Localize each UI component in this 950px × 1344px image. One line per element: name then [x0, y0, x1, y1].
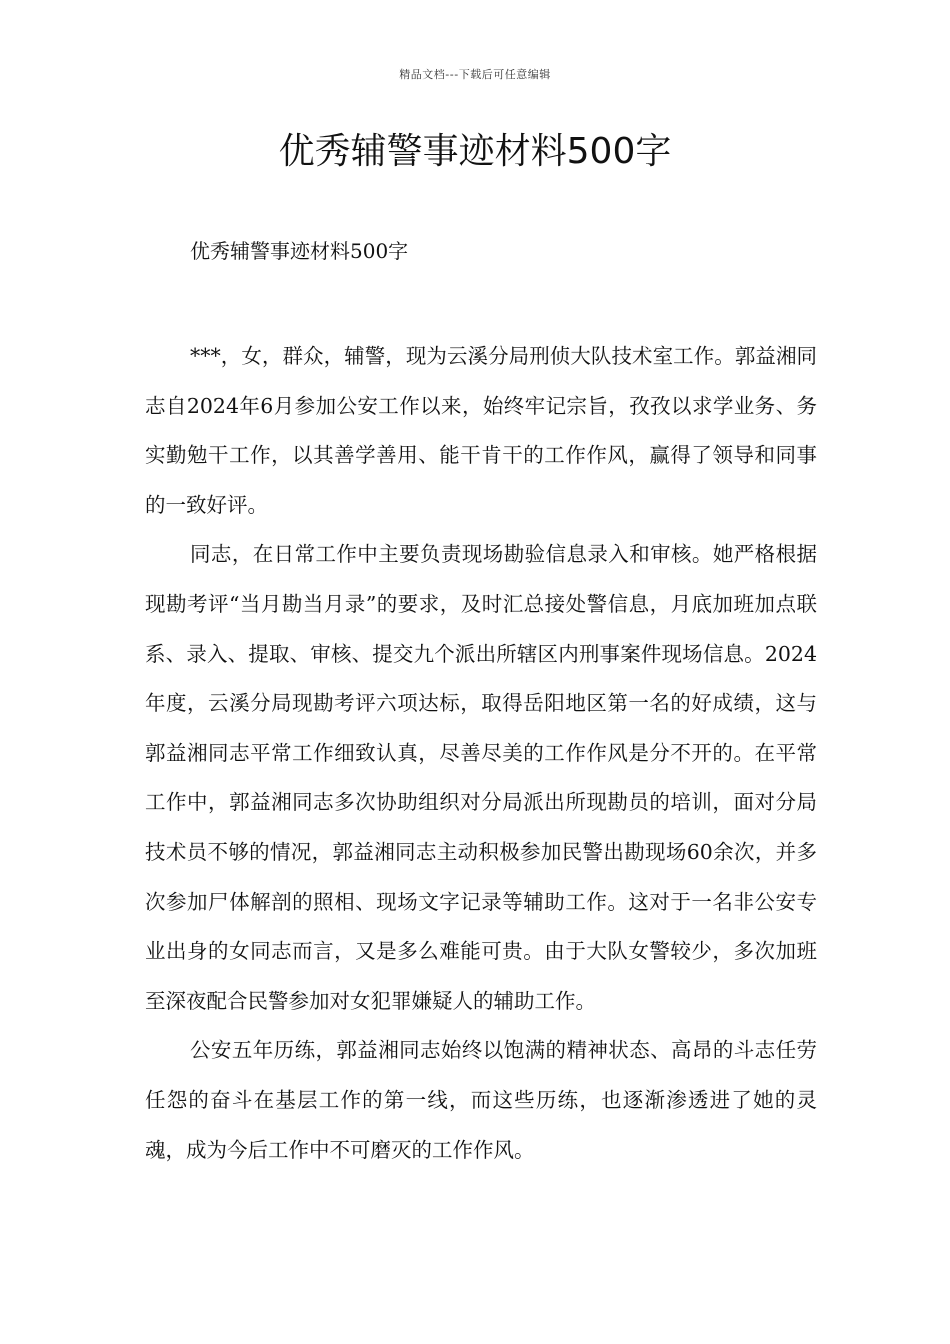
paragraph: 公安五年历练，郭益湘同志始终以饱满的精神状态、高昂的斗志任劳任怨的奋斗在基层工作的第一线，而这些历练，也逐渐渗透进了她的灵魂，成为今后工作中不可磨灭的工作作风。: [145, 1038, 817, 1162]
page-header: 精品文档---下载后可任意编辑: [399, 68, 551, 81]
document-title: 优秀辅警事迹材料500字: [278, 131, 672, 172]
document-body: [145, 332, 817, 1175]
paragraph: 同志，在日常工作中主要负责现场勘验信息录入和审核。她严格根据现勘考评“当月勘当月录”的要求，及时汇总接处警信息，月底加班加点联系、录入、提取、审核、提交九个派出所辖区内刑事案件现场信息。2024年度，云溪分局现勘考评六项达标，取得岳阳地区第一名的好成绩，这与郭益湘同志平常工作细致认真，尽善尽美的工作作风是分不开的。在平常工作中，郭益湘同志多次协助组织对分局派出所现勘员的培训，面对分局技术员不够的情况，郭益湘同志主动积极参加民警出勘现场60余次，并多次参加尸体解剖的照相、现场文字记录等辅助工作。这对于一名非公安专业出身的女同志而言，又是多么难能可贵。由于大队女警较少，多次加班至深夜配合民警参加对女犯罪嫌疑人的辅助工作。: [145, 542, 817, 1013]
document-subtitle: 优秀辅警事迹材料500字: [190, 239, 409, 263]
paragraph: ***，女，群众，辅警，现为云溪分局刑侦大队技术室工作。郭益湘同志自2024年6月参加公安工作以来，始终牢记宗旨，孜孜以求学业务、务实勤勉干工作，以其善学善用、能干肯干的工作作风，赢得了领导和同事的一致好评。: [145, 344, 817, 517]
